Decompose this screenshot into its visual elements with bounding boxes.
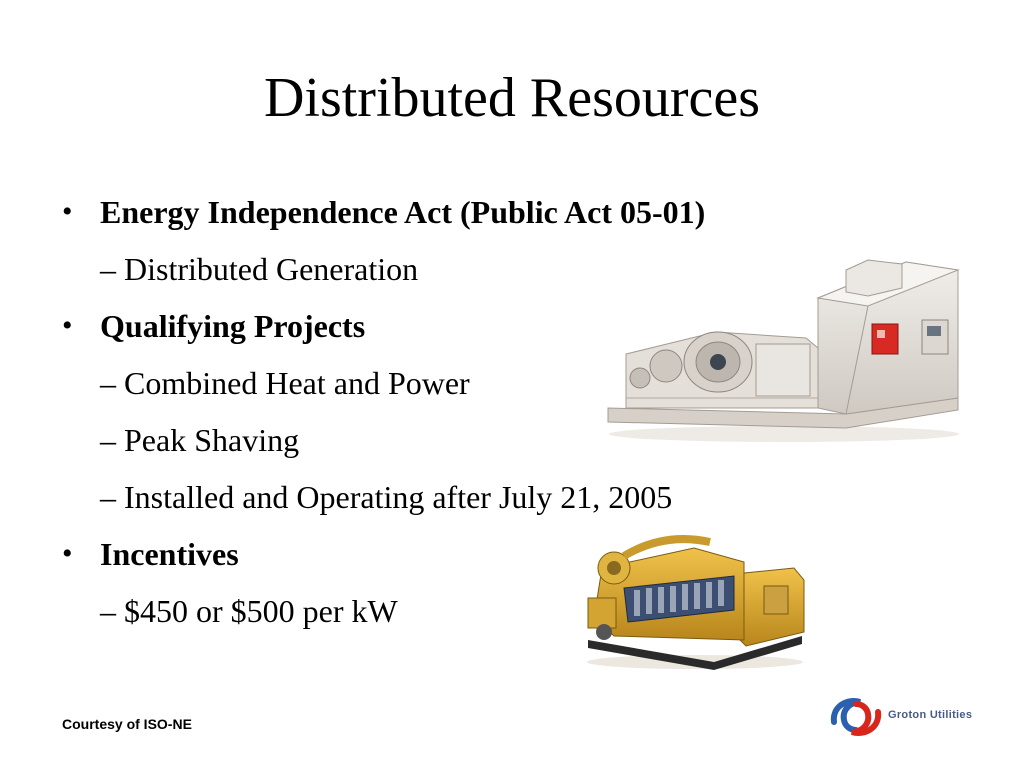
bullet-energy-independence-act: Energy Independence Act (Public Act 05-01)	[100, 194, 706, 230]
bullet-marker: •	[62, 195, 73, 228]
image-credit: Courtesy of ISO-NE	[62, 716, 192, 732]
sub-bullet-installed-operating: – Installed and Operating after July 21, 2005	[100, 479, 673, 515]
groton-utilities-logo	[826, 692, 976, 742]
slide-title: Distributed Resources	[263, 67, 761, 129]
reciprocating-engine-photo	[584, 528, 806, 670]
bullet-marker: •	[62, 537, 73, 570]
sub-bullet-incentive-amount: – $450 or $500 per kW	[100, 593, 398, 629]
bullet-qualifying-projects: Qualifying Projects	[100, 308, 366, 344]
bullet-incentives: Incentives	[100, 536, 239, 572]
sub-bullet-combined-heat-power: – Combined Heat and Power	[100, 365, 470, 401]
logo-swirl-icon	[826, 692, 886, 742]
logo-text: Groton Utilities	[888, 709, 973, 721]
turbine-generator-photo	[606, 258, 962, 442]
sub-bullet-distributed-generation: – Distributed Generation	[100, 251, 419, 287]
sub-bullet-peak-shaving: – Peak Shaving	[100, 422, 300, 458]
bullet-marker: •	[62, 309, 73, 342]
